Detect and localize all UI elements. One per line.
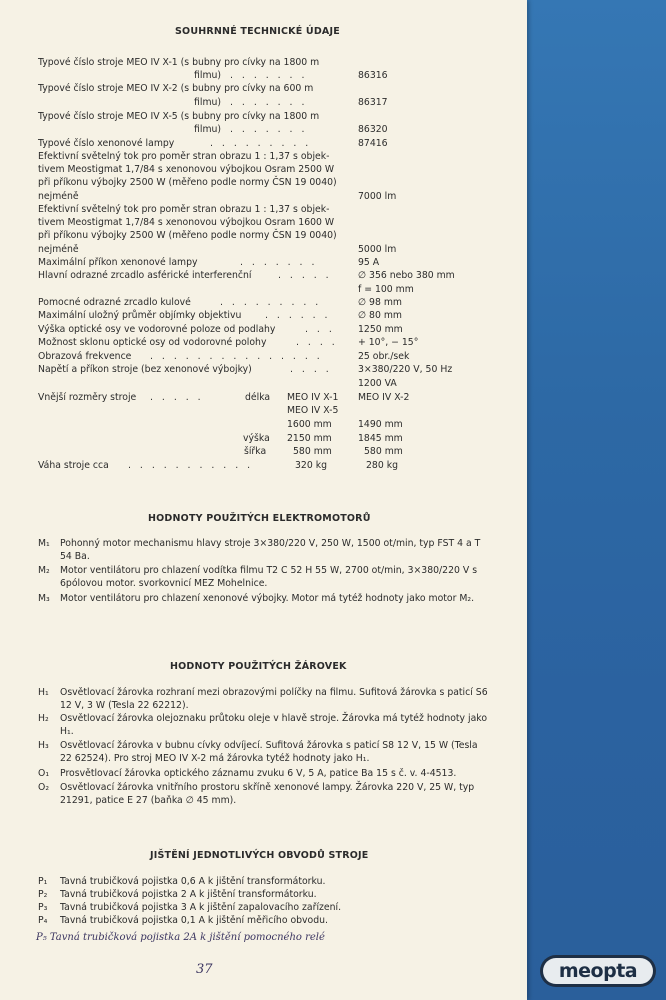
logo-text: meopta	[558, 960, 638, 982]
type-row-4-value: 87416	[358, 138, 388, 149]
flux2-line4: nejméně	[38, 244, 79, 255]
param-label: Pomocné odrazné zrcadlo kulové	[38, 297, 191, 308]
param-value: ∅ 356 nebo 380 mm	[358, 270, 455, 281]
bulb-text: Osvětlovací žárovka vnitřního prostoru skříně xenonové lampy. Žárovka 220 V, 25 W, typ 21291, patice E 27 (baňka ∅ 45 mm).	[60, 782, 475, 806]
bulb-text: Osvětlovací žárovka rozhraní mezi obrazovými políčky na filmu. Sufitová žárovka s paticí S6 12 V, 3 W (Tesla 22 62212).	[60, 687, 488, 711]
dims-sirka-label: šířka	[244, 446, 267, 457]
weight-label: Váha stroje cca	[38, 460, 109, 471]
blue-cover	[527, 0, 666, 1000]
flux1-line1: Efektivní světelný tok pro poměr stran obrazu 1 : 1,37 s objek-	[38, 151, 330, 162]
bulb-symbol: H₃	[38, 740, 49, 751]
dims-vyska-label: výška	[243, 433, 270, 444]
type-row-2-l2: filmu)	[194, 97, 222, 108]
param-value: ∅ 98 mm	[358, 297, 402, 308]
motor-symbol: M₁	[38, 538, 50, 549]
fuse-text: Tavná trubičková pojistka 3 A k jištění zapalovacího zařízení.	[60, 902, 342, 913]
motor-text: Pohonný motor mechanismu hlavy stroje 3×380/220 V, 250 W, 1500 ot/min, typ FST 4 a T 54 Ba.	[60, 538, 481, 562]
flux1-value: 7000 lm	[358, 191, 397, 202]
dims-label: Vnější rozměry stroje	[38, 392, 137, 403]
param-value: + 10°, − 15°	[358, 337, 419, 348]
fuses-title: JIŠTĚNÍ JEDNOTLIVÝCH OBVODŮ STROJE	[150, 850, 369, 861]
dims-col1-head1: MEO IV X-1	[287, 392, 339, 403]
bulb-text: Osvětlovací žárovka olejoznaku průtoku oleje v hlavě stroje. Žárovka má tytéž hodnoty jako H₁.	[60, 713, 488, 737]
bulb-symbol: O₁	[38, 768, 50, 779]
type-row-2-l1: Typové číslo stroje MEO IV X-2 (s bubny pro cívky na 600 m	[38, 83, 314, 94]
bulb-symbol: H₁	[38, 687, 49, 698]
page-number: 37	[196, 962, 213, 977]
type-row-1-l1: Typové číslo stroje MEO IV X-1 (s bubny pro cívky na 1800 m	[38, 57, 320, 68]
flux1-line3: při příkonu výbojky 2500 W (měřeno podle normy ČSN 19 0040)	[38, 177, 337, 188]
type-row-4-label: Typové číslo xenonové lampy	[38, 138, 175, 149]
type-row-3-l2: filmu)	[194, 124, 222, 135]
meopta-logo	[540, 955, 656, 987]
dims-vyska-1: 2150 mm	[287, 433, 332, 444]
dims-delka-label: délka	[245, 392, 271, 403]
motor-text: Motor ventilátoru pro chlazení vodítka filmu T2 C 52 H 55 W, 2700 ot/min, 3×380/220 V s 6pólovou motor. svorkovnicí MEZ Mohelnice.	[60, 565, 478, 589]
dims-col2-head: MEO IV X-2	[358, 392, 410, 403]
param-value: 1250 mm	[358, 324, 403, 335]
param-label: Maximální uložný průměr objímky objektivu	[38, 310, 242, 321]
param-label: Hlavní odrazné zrcadlo asférické interferenční	[38, 270, 252, 281]
motor-symbol: M₃	[38, 593, 50, 604]
dims-vyska-2: 1845 mm	[358, 433, 403, 444]
weight-2: 280 kg	[366, 460, 398, 471]
bulb-text: Prosvětlovací žárovka optického záznamu zvuku 6 V, 5 A, patice Ba 15 s č. v. 4-4513.	[60, 768, 457, 779]
dims-col1-head2: MEO IV X-5	[287, 405, 339, 416]
flux2-line2: tivem Meostigmat 1,7/84 s xenonovou výbojkou Osram 1600 W	[38, 217, 335, 228]
flux1-line4: nejméně	[38, 191, 79, 202]
param-label: Maximální příkon xenonové lampy	[38, 257, 198, 268]
bulb-symbol: H₂	[38, 713, 49, 724]
flux2-line3: při příkonu výbojky 2500 W (měřeno podle normy ČSN 19 0040)	[38, 230, 337, 241]
flux1-line2: tivem Meostigmat 1,7/84 s xenonovou výbojkou Osram 2500 W	[38, 164, 335, 175]
dims-delka-1: 1600 mm	[287, 419, 332, 430]
type-row-2-value: 86317	[358, 97, 388, 108]
motor-text: Motor ventilátoru pro chlazení xenonové výbojky. Motor má tytéž hodnoty jako motor M₂.	[60, 593, 475, 604]
dims-sirka-1: 580 mm	[293, 446, 332, 457]
bulb-text: Osvětlovací žárovka v bubnu cívky odvíjecí. Sufitová žárovka s paticí S8 12 V, 15 W (Tesla 22 62524). Pro stroj MEO IV X-2 má žárovka tytéž hodnoty jako H₁.	[60, 740, 478, 764]
fuse-text: Tavná trubičková pojistka 0,6 A k jištění transformátorku.	[60, 876, 326, 887]
handwritten-fuse-note: P₅ Tavná trubičková pojistka 2A k jištění pomocného relé	[36, 932, 325, 943]
param-label: Možnost sklonu optické osy od vodorovné polohy	[38, 337, 267, 348]
weight-1: 320 kg	[295, 460, 327, 471]
flux2-value: 5000 lm	[358, 244, 397, 255]
motors-title: HODNOTY POUŽITÝCH ELEKTROMOTORŮ	[148, 513, 371, 524]
param-value-2: f = 100 mm	[358, 284, 414, 295]
param-value: 3×380/220 V, 50 Hz	[358, 364, 453, 375]
fuse-symbol: P₃	[38, 902, 48, 913]
fuse-symbol: P₄	[38, 915, 48, 926]
type-row-1-l2: filmu)	[194, 70, 222, 81]
param-label: Výška optické osy ve vodorovné poloze od podlahy	[38, 324, 276, 335]
type-row-3-l1: Typové číslo stroje MEO IV X-5 (s bubny pro cívky na 1800 m	[38, 111, 320, 122]
type-row-1-value: 86316	[358, 70, 388, 81]
bulbs-title: HODNOTY POUŽITÝCH ŽÁROVEK	[170, 661, 347, 672]
fuse-symbol: P₂	[38, 889, 48, 900]
fuse-text: Tavná trubičková pojistka 0,1 A k jištění měřicího obvodu.	[60, 915, 328, 926]
param-label: Obrazová frekvence	[38, 351, 132, 362]
param-value-2: 1200 VA	[358, 378, 397, 389]
bulb-symbol: O₂	[38, 782, 50, 793]
param-value: 95 A	[358, 257, 380, 268]
dims-delka-2: 1490 mm	[358, 419, 403, 430]
param-label: Napětí a příkon stroje (bez xenonové výbojky)	[38, 364, 252, 375]
tech-data: Typové číslo stroje MEO IV X-1 (s bubny pro cívky na 1800 m filmu) . . . . . . . 86316 Typové číslo stroje MEO IV X-2 (s bubny pro cívky na 600 m filmu) . . . . . . . 86317 Typové číslo stroje MEO IV X-5 (s bubny pro cívky na 1800 m filmu) . . . . . . . 86320 Typové číslo xenonové lampy . . . . . . . . . 87416 Efektivní světelný tok pro poměr stran obrazu 1 : 1,37 s objek- tivem Meostigmat 1,7/84 s xenonovou výbojkou Osram 2500 W při příkonu výbojky 2500 W (měřeno podle normy ČSN 19 0040) nejméně 7000 lm Efektivní světelný tok pro poměr stran obrazu 1 : 1,37 s objek- tivem Meostigmat 1,7/84 s xenonovou výbojkou Osram 1600 W při příkonu výbojky 2500 W (měřeno podle normy ČSN 19 0040) nejméně 5000 lm Maximální příkon xenonové lampy . . . . . . . 95 A Hlavní odrazné zrcadlo asférické interferenční . . . . . ∅ 356 nebo 380 mm f = 100 mm Pomocné odrazné zrcadlo kulové . . . . . . . . . ∅ 98 mm Maximální uložný průměr objímky objektivu . . . . . . ∅ 80 mm Výška optické osy ve vodorovné poloze od podlahy . . . 1250 mm Možnost sklonu optické osy od vodorovné polohy . . . . + 10°, − 15° Obrazová frekvence . . . . . . . . . . . . . . . 25 obr./sek Napětí a příkon stroje (bez xenonové výbojky) . . . . 3×380/220 V, 50 Hz 1200 VA Vnější rozměry stroje . . . . . délka MEO IV X-1 MEO IV X-5 MEO IV X-2 1600 mm 1490 mm výška 2150 mm 1845 mm šířka 580 mm 580 mm Váha stroje cca . . . . . . . . . . . 320 kg 280 kg	[38, 57, 455, 471]
type-row-3-value: 86320	[358, 124, 388, 135]
dims-sirka-2: 580 mm	[364, 446, 403, 457]
fuse-text: Tavná trubičková pojistka 2 A k jištění transformátorku.	[60, 889, 317, 900]
fuse-symbol: P₁	[38, 876, 48, 887]
param-value: ∅ 80 mm	[358, 310, 402, 321]
flux2-line1: Efektivní světelný tok pro poměr stran obrazu 1 : 1,37 s objek-	[38, 204, 330, 215]
tech-title: SOUHRNNÉ TECHNICKÉ ÚDAJE	[175, 26, 340, 37]
param-value: 25 obr./sek	[358, 351, 410, 362]
motor-symbol: M₂	[38, 565, 50, 576]
